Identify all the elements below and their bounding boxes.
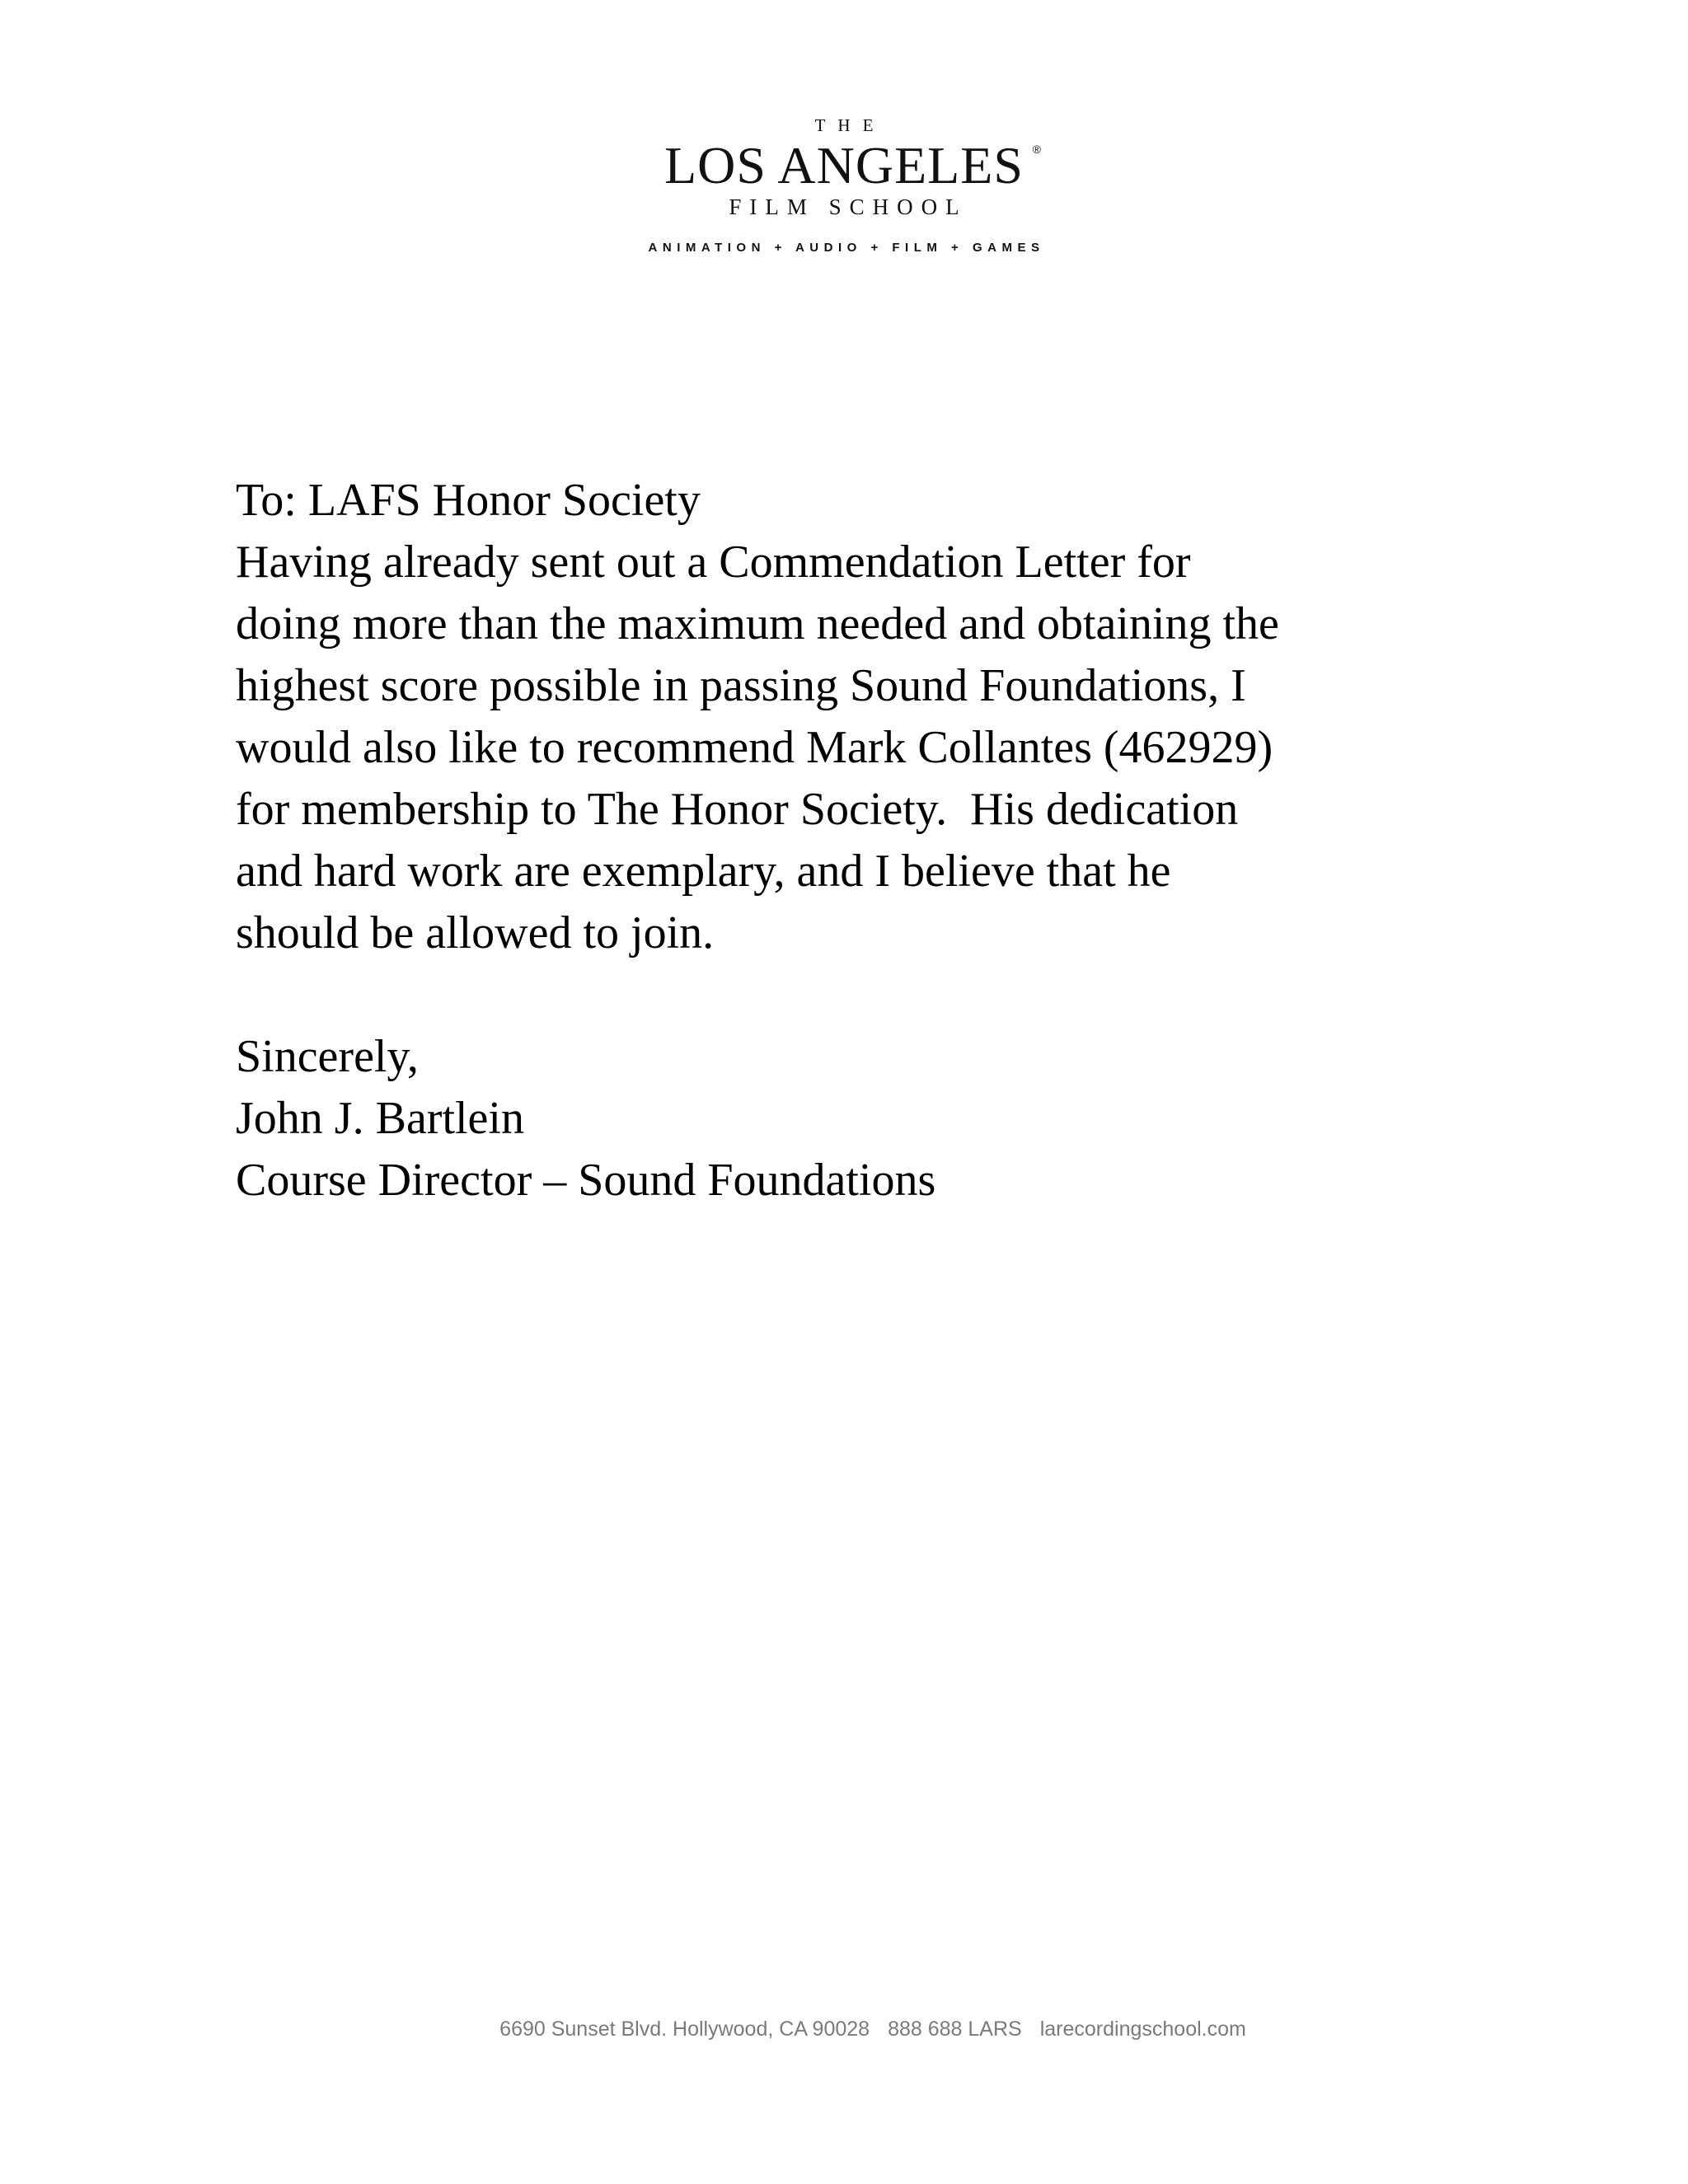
body-line: doing more than the maximum needed and obtaining the bbox=[236, 598, 1279, 649]
body-line: highest score possible in passing Sound Foundations, I bbox=[236, 660, 1246, 711]
footer-phone: 888 688 LARS bbox=[888, 2018, 1022, 2041]
registered-mark: ® bbox=[1032, 143, 1042, 156]
footer-address: 6690 Sunset Blvd. Hollywood, CA 90028 bbox=[499, 2018, 870, 2041]
footer-website: larecordingschool.com bbox=[1039, 2018, 1246, 2041]
body-line: should be allowed to join. bbox=[236, 907, 715, 958]
logo-subname: FILM SCHOOL bbox=[729, 194, 968, 219]
addressee: To: LAFS Honor Society bbox=[236, 475, 701, 526]
signer-title: Course Director – Sound Foundations bbox=[236, 1155, 936, 1206]
footer-contact bbox=[0, 2017, 1688, 2041]
logo-name bbox=[664, 136, 1042, 194]
body-line: Having already sent out a Commendation Letter for bbox=[236, 537, 1191, 588]
body-paragraph bbox=[236, 532, 1522, 964]
closing: Sincerely, bbox=[236, 1031, 419, 1082]
letter-body bbox=[236, 470, 1522, 1212]
signer-name: John J. Bartlein bbox=[236, 1093, 524, 1144]
letterhead-logo bbox=[0, 115, 1688, 255]
logo-the: THE bbox=[814, 115, 886, 135]
body-line: for membership to The Honor Society. His dedication bbox=[236, 784, 1239, 835]
logo-name-text: LOS ANGELES bbox=[664, 136, 1024, 194]
body-line: would also like to recommend Mark Collantes (462929) bbox=[236, 722, 1273, 773]
body-line: and hard work are exemplary, and I believe that he bbox=[236, 846, 1171, 897]
logo-tagline: ANIMATION + AUDIO + FILM + GAMES bbox=[648, 241, 1045, 255]
